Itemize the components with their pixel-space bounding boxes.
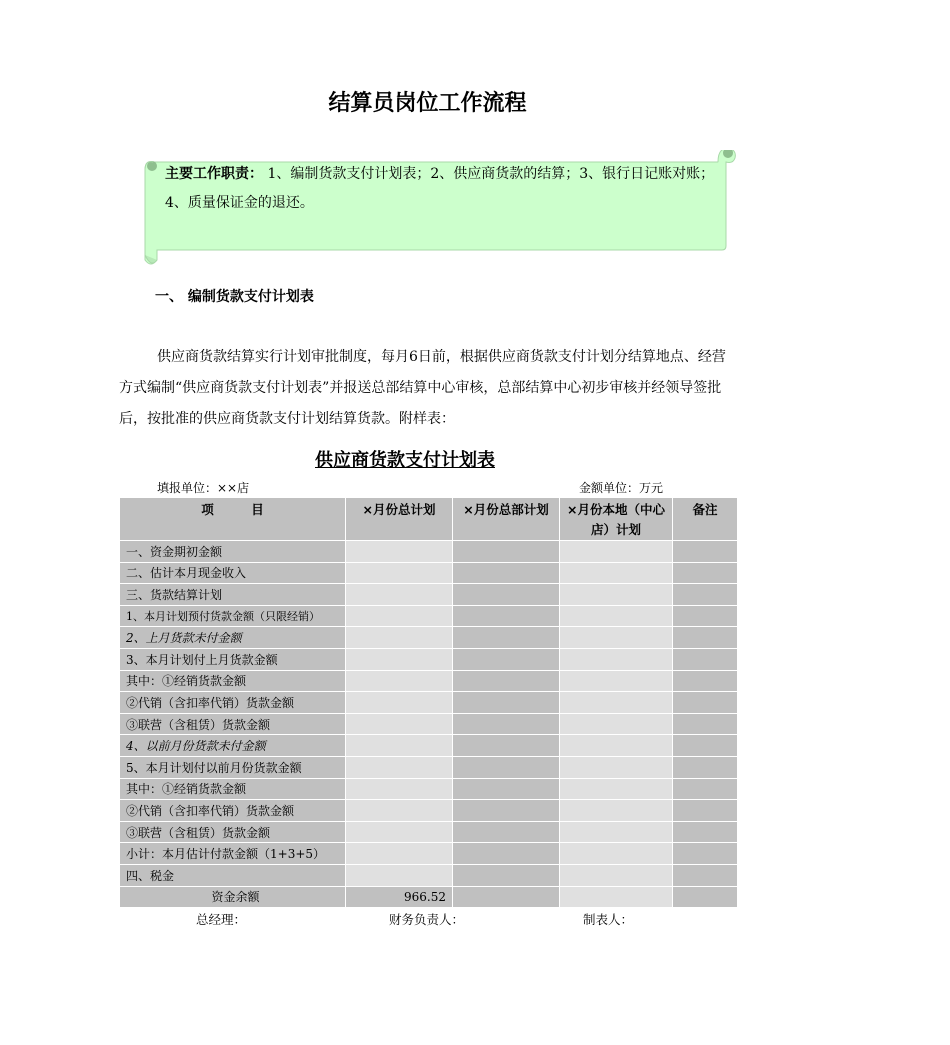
cell bbox=[560, 627, 673, 649]
cell bbox=[560, 800, 673, 822]
table-row bbox=[120, 541, 738, 563]
table-row bbox=[120, 735, 738, 757]
cell bbox=[453, 562, 560, 584]
row-label: 四、税金 bbox=[120, 864, 346, 886]
cell bbox=[673, 648, 738, 670]
row-label: 5、本月计划付以前月份货款金额 bbox=[120, 756, 346, 778]
cell bbox=[346, 562, 453, 584]
cell bbox=[560, 713, 673, 735]
body-paragraph: 供应商货款结算实行计划审批制度，每月6日前，根据供应商货款支付计划分结算地点、经营方式编制“供应商货款支付计划表”并报送总部结算中心审核，总部结算中心初步审核并经领导签批后，按批准的供应商货款支付计划结算货款。附样表： bbox=[119, 349, 726, 427]
table-row bbox=[120, 562, 738, 584]
row-label: 4、以前月份货款未付金额 bbox=[120, 735, 346, 757]
row-label: 2、上月货款未付金额 bbox=[120, 627, 346, 649]
footer-preparer: 制表人： bbox=[583, 912, 634, 927]
table-row bbox=[120, 692, 738, 714]
cell bbox=[673, 627, 738, 649]
table-row bbox=[120, 670, 738, 692]
row-label: ②代销（含扣率代销）货款金额 bbox=[120, 692, 346, 714]
table-row bbox=[120, 821, 738, 843]
row-label: 其中：①经销货款金额 bbox=[120, 778, 346, 800]
cell bbox=[346, 670, 453, 692]
cell bbox=[673, 886, 738, 908]
row-label: ③联营（含租赁）货款金额 bbox=[120, 713, 346, 735]
row-label: 小计：本月估计付款金额（1+3+5） bbox=[120, 843, 346, 865]
cell bbox=[673, 778, 738, 800]
row-label: 一、资金期初金额 bbox=[120, 541, 346, 563]
cell bbox=[673, 541, 738, 563]
cell bbox=[453, 648, 560, 670]
cell bbox=[453, 864, 560, 886]
table-row bbox=[120, 864, 738, 886]
cell bbox=[346, 821, 453, 843]
balance-row bbox=[120, 886, 738, 908]
cell bbox=[346, 778, 453, 800]
cell bbox=[560, 670, 673, 692]
table-header-row bbox=[120, 498, 738, 541]
cell bbox=[673, 756, 738, 778]
cell bbox=[346, 735, 453, 757]
table-row bbox=[120, 584, 738, 606]
cell bbox=[346, 843, 453, 865]
cell bbox=[560, 886, 673, 908]
cell bbox=[453, 800, 560, 822]
table-row bbox=[120, 800, 738, 822]
table-row bbox=[120, 627, 738, 649]
payment-plan-table bbox=[119, 497, 738, 908]
cell bbox=[560, 584, 673, 606]
cell bbox=[673, 562, 738, 584]
cell bbox=[560, 778, 673, 800]
cell bbox=[453, 692, 560, 714]
cell bbox=[560, 562, 673, 584]
table-row bbox=[120, 778, 738, 800]
cell bbox=[673, 864, 738, 886]
row-label: ③联营（含租赁）货款金额 bbox=[120, 821, 346, 843]
cell bbox=[673, 713, 738, 735]
table-row bbox=[120, 843, 738, 865]
table-row bbox=[120, 648, 738, 670]
cell bbox=[560, 821, 673, 843]
cell bbox=[560, 541, 673, 563]
cell bbox=[453, 843, 560, 865]
fill-unit-label: 填报单位：××店 bbox=[157, 481, 250, 495]
duties-label: 主要工作职责： bbox=[165, 166, 263, 182]
cell bbox=[346, 692, 453, 714]
row-label: 二、估计本月现金收入 bbox=[120, 562, 346, 584]
cell bbox=[560, 864, 673, 886]
cell bbox=[346, 541, 453, 563]
cell bbox=[453, 584, 560, 606]
row-label: 3、本月计划付上月货款金额 bbox=[120, 648, 346, 670]
cell bbox=[560, 648, 673, 670]
row-label: ②代销（含扣率代销）货款金额 bbox=[120, 800, 346, 822]
cell bbox=[673, 800, 738, 822]
cell bbox=[346, 756, 453, 778]
cell bbox=[673, 735, 738, 757]
cell bbox=[453, 713, 560, 735]
cell bbox=[673, 605, 738, 627]
section-heading-1: 一、 编制货款支付计划表 bbox=[155, 289, 314, 305]
cell bbox=[346, 713, 453, 735]
cell bbox=[673, 670, 738, 692]
row-label: 1、本月计划预付货款金额（只限经销） bbox=[120, 605, 346, 627]
cell bbox=[453, 821, 560, 843]
cell bbox=[346, 648, 453, 670]
row-label: 其中：①经销货款金额 bbox=[120, 670, 346, 692]
header-item: 项 目 bbox=[120, 498, 346, 541]
cell bbox=[453, 735, 560, 757]
cell bbox=[453, 778, 560, 800]
cell bbox=[673, 584, 738, 606]
cell bbox=[673, 821, 738, 843]
footer-general-manager: 总经理： bbox=[196, 912, 247, 927]
duties-scroll-box bbox=[143, 150, 736, 258]
header-total-plan: ×月份总计划 bbox=[346, 498, 453, 541]
footer-finance-head: 财务负责人： bbox=[389, 912, 465, 927]
cell bbox=[673, 843, 738, 865]
cell bbox=[560, 605, 673, 627]
cell bbox=[673, 692, 738, 714]
header-hq-plan: ×月份总部计划 bbox=[453, 498, 560, 541]
cell bbox=[346, 584, 453, 606]
header-remark: 备注 bbox=[673, 498, 738, 541]
cell bbox=[346, 605, 453, 627]
cell bbox=[560, 756, 673, 778]
cell bbox=[453, 670, 560, 692]
cell bbox=[453, 627, 560, 649]
cell bbox=[346, 864, 453, 886]
duties-text bbox=[165, 160, 720, 218]
cell bbox=[453, 886, 560, 908]
table-row bbox=[120, 756, 738, 778]
table-row bbox=[120, 605, 738, 627]
cell bbox=[453, 756, 560, 778]
amount-unit-label: 金额单位：万元 bbox=[579, 481, 664, 495]
cell bbox=[453, 541, 560, 563]
duties-content: 1、编制货款支付计划表；2、供应商货款的结算；3、银行日记账对账；4、质量保证金的退还。 bbox=[165, 166, 715, 211]
row-label: 三、货款结算计划 bbox=[120, 584, 346, 606]
page-title: 结算员岗位工作流程 bbox=[328, 91, 527, 116]
table-title: 供应商货款支付计划表 bbox=[315, 450, 495, 471]
cell bbox=[346, 800, 453, 822]
balance-value: 966.52 bbox=[346, 886, 453, 908]
cell bbox=[560, 843, 673, 865]
cell bbox=[453, 605, 560, 627]
header-local-plan: ×月份本地（中心店）计划 bbox=[560, 498, 673, 541]
balance-label: 资金余额 bbox=[120, 886, 346, 908]
table-row bbox=[120, 713, 738, 735]
cell bbox=[346, 627, 453, 649]
cell bbox=[560, 692, 673, 714]
cell bbox=[560, 735, 673, 757]
